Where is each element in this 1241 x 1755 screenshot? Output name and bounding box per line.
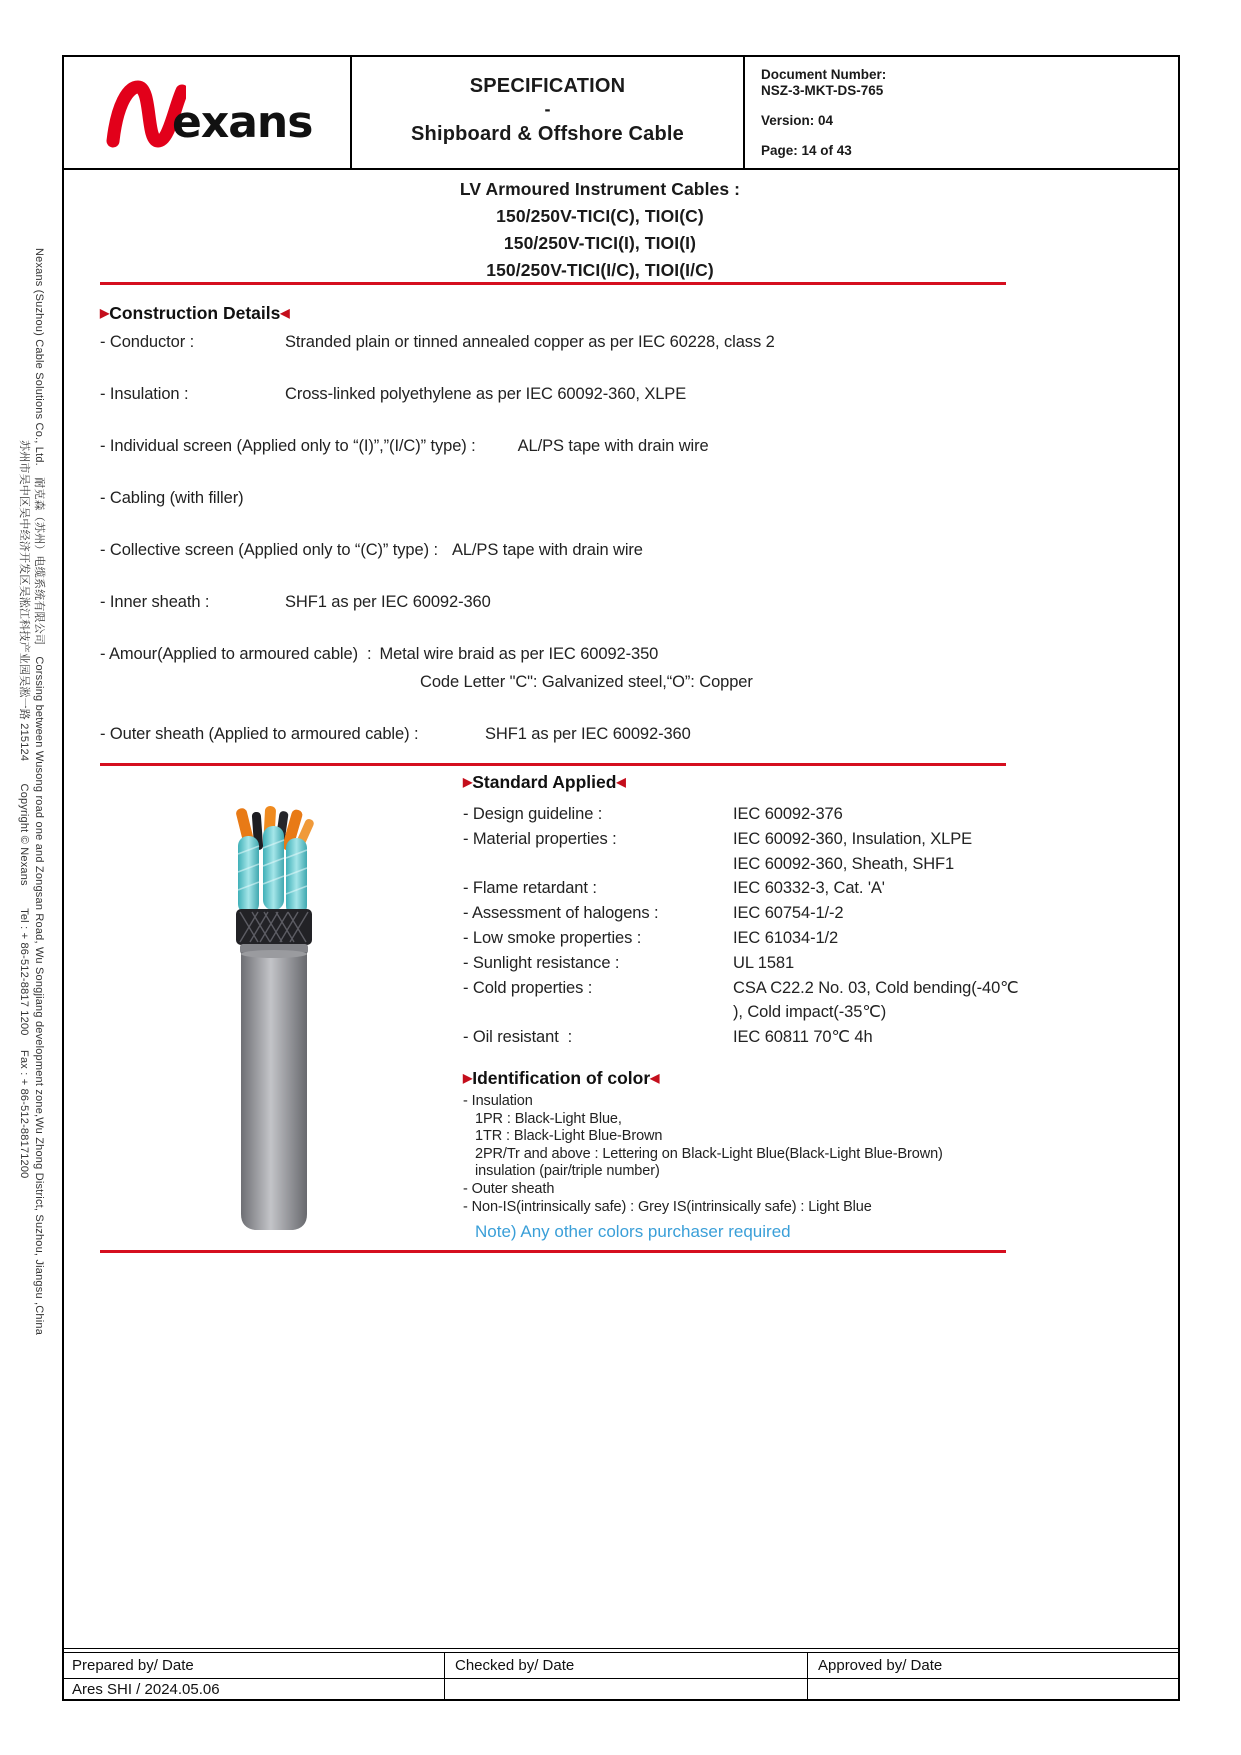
footer-top-hairline [62,1648,1180,1649]
identification-section [463,1068,1023,1242]
arrow-left-icon: ◀ [280,306,290,320]
construction-row [100,724,1010,745]
row-label: - Cabling (with filler) [100,489,244,507]
standard-heading [463,772,1023,793]
row-label: - Design guideline : [463,805,603,823]
row-value: Cross-linked polyethylene as per IEC 60092-360, XLPE [285,385,687,403]
spec-title: SPECIFICATION [469,75,626,97]
spec-subtitle: Shipboard & Offshore Cable [410,123,684,145]
row-label: - Flame retardant : [463,879,597,898]
row-value: IEC 60092-360, Insulation, XLPE [733,829,973,848]
construction-heading [100,303,1010,324]
arrow-right-icon: ▶ [463,775,473,789]
construction-row [100,540,1010,561]
identification-heading-text: Identification of color [472,1068,651,1088]
standard-row [463,802,1023,827]
standard-heading-text: Standard Applied [472,772,617,792]
row-value: IEC 60092-376 [733,805,843,823]
row-value: UL 1581 [733,953,795,972]
row-value: SHF1 as per IEC 60092-360 [485,725,691,743]
construction-row [100,644,1010,665]
title-cell [350,55,745,168]
row-label: - Individual screen (Applied only to “(I)”,”(I/C)” type) : [100,437,476,455]
standard-row [463,852,1023,877]
row-value: Code Letter "C": Galvanized steel,“O”: Copper [420,673,753,691]
row-value: Metal wire braid as per IEC 60092-350 [379,645,659,663]
row-label: - Outer sheath (Applied to armoured cable) : [100,725,419,743]
row-label: - Conductor : [100,333,195,351]
row-value: IEC 61034-1/2 [733,928,839,947]
arrow-left-icon: ◀ [616,775,626,789]
prepared-by-header: Prepared by/ Date [62,1653,445,1679]
identification-heading [463,1068,1023,1089]
doc-number-label: Document Number: [761,67,887,82]
document-header [62,55,1180,170]
row-value: ), Cold impact(-35℃) [733,1003,887,1022]
standard-row [463,976,1023,1001]
doc-info-cell [745,55,1180,168]
identification-line: - Non-IS(intrinsically safe) : Grey IS(intrinsically safe) : Light Blue [463,1198,872,1215]
standard-section [463,772,1023,1050]
row-value: CSA C22.2 No. 03, Cold bending(-40℃ [733,978,1019,997]
row-value: IEC 60332-3, Cat. 'A' [733,879,885,898]
row-label: - Amour(Applied to armoured cable) : [100,645,372,663]
cable-photo [222,806,326,1242]
identification-line: - Insulation [463,1093,533,1109]
construction-row [100,436,1010,457]
arrow-right-icon: ▶ [463,1071,473,1085]
standard-row [463,1000,1023,1025]
product-title-line: LV Armoured Instrument Cables : [459,179,741,199]
construction-row [100,488,1010,509]
construction-row-continuation [420,672,1010,693]
row-label: - Assessment of halogens : [463,904,659,923]
arrow-right-icon: ▶ [100,306,110,320]
sidebar-address-line: 苏州市吴中区吴中经济开发区吴淞江科技产业园吴淞一路 215124 Copyright © Nexans Tel : + 86-512-8817 1200 Fax : + 86-512-88171200 [18,440,30,1179]
identification-line: insulation (pair/triple number) [475,1163,660,1180]
row-label: - Sunlight resistance : [463,953,620,972]
identification-line: 1TR : Black-Light Blue-Brown [475,1128,663,1145]
arrow-left-icon: ◀ [650,1071,660,1085]
logo-wordmark: exans [172,97,313,148]
row-value: IEC 60811 70℃ 4h [733,1028,873,1047]
construction-row [100,384,1010,405]
product-title-line: 150/250V-TICI(I), TIOI(I) [503,233,697,253]
doc-number: NSZ-3-MKT-DS-765 [761,83,884,98]
standard-row [463,1025,1023,1050]
row-label: - Oil resistant : [463,1028,573,1047]
title-separator: - [544,99,551,119]
approved-by-value [808,1679,1180,1700]
red-divider [100,282,1006,285]
row-label: - Material properties : [463,829,617,848]
row-label: - Inner sheath : [100,593,210,611]
checked-by-value [445,1679,808,1700]
construction-row [100,332,1010,353]
approved-by-header: Approved by/ Date [808,1653,1180,1679]
construction-row [100,592,1010,613]
nexans-logo [106,75,316,147]
doc-version: Version: 04 [761,113,834,128]
signature-value-row [62,1679,1180,1700]
row-value: Stranded plain or tinned annealed copper as per IEC 60228, class 2 [285,333,775,351]
row-label: - Low smoke properties : [463,928,642,947]
standard-row [463,876,1023,901]
product-title-line: 150/250V-TICI(I/C), TIOI(I/C) [486,260,714,280]
row-value: AL/PS tape with drain wire [517,437,709,455]
signature-table [62,1652,1180,1701]
row-value: IEC 60092-360, Sheath, SHF1 [733,854,955,873]
identification-line: - Outer sheath [463,1180,555,1197]
doc-page-info: Page: 14 of 43 [761,143,852,158]
row-label: - Collective screen (Applied only to “(C)” type) : [100,541,438,559]
prepared-by-value: Ares SHI / 2024.05.06 [62,1679,445,1700]
sidebar-company-line: Nexans (Suzhou) Cable Solutions Co., Ltd. 耐克森（苏州）电缆系统有限公司 Corssing between Wusong road one and Zongsan Road, Wu Songjiang development zone,Wu Zhong District, Suzhou, Jiangsu ,China [33,248,45,1336]
standard-row [463,827,1023,852]
product-title-line: 150/250V-TICI(C), TIOI(C) [496,206,704,226]
checked-by-header: Checked by/ Date [445,1653,808,1679]
standard-row [463,926,1023,951]
signature-header-row [62,1653,1180,1679]
row-label: - Insulation : [100,385,189,403]
logo-cell [62,55,350,168]
product-title [290,176,910,284]
identification-line: 2PR/Tr and above : Lettering on Black-Light Blue(Black-Light Blue-Brown) [475,1145,943,1162]
standard-row [463,901,1023,926]
red-divider [100,1250,1006,1253]
cable-illustration-icon [222,806,326,1242]
construction-section [100,303,1010,776]
construction-heading-text: Construction Details [109,303,281,323]
identification-note: Note) Any other colors purchaser required [475,1222,791,1242]
row-value: SHF1 as per IEC 60092-360 [285,593,491,611]
standard-row [463,951,1023,976]
row-value: AL/PS tape with drain wire [451,541,643,559]
red-divider [100,763,1006,766]
identification-line: 1PR : Black-Light Blue, [475,1110,622,1127]
row-value: IEC 60754-1/-2 [733,904,844,923]
row-label: - Cold properties : [463,978,593,997]
